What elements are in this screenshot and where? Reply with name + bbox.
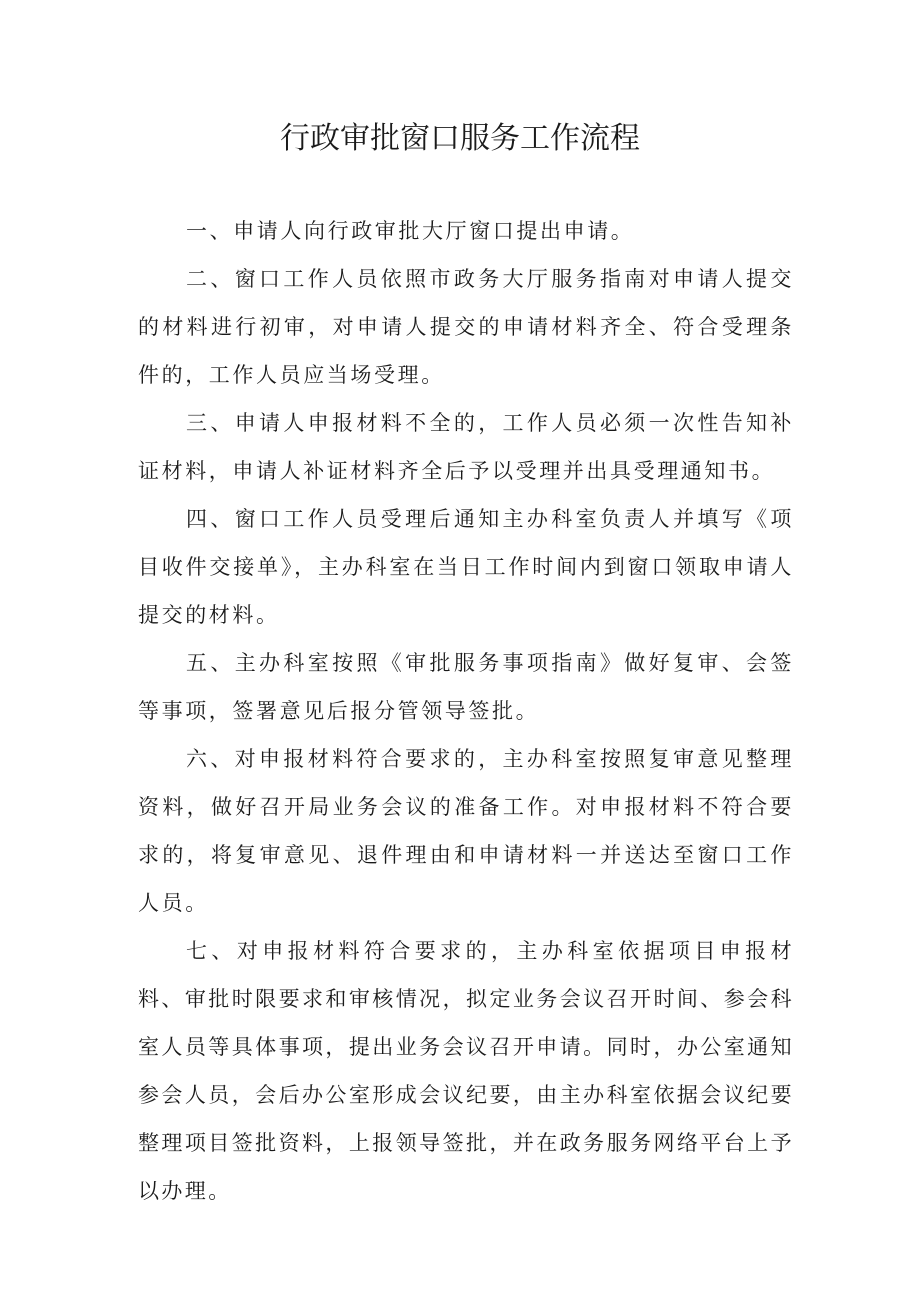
document-body <box>138 207 794 1215</box>
paragraph-1: 一、申请人向行政审批大厅窗口提出申请。 <box>186 219 635 243</box>
paragraph-2: 二、窗口工作人员依照市政务大厅服务指南对申请人提交的材料进行初审，对申请人提交的申请材料齐全、符合受理条件的，工作人员应当场受理。 <box>138 267 794 387</box>
paragraph-3: 三、申请人申报材料不全的，工作人员必须一次性告知补证材料，申请人补证材料齐全后予以受理并出具受理通知书。 <box>138 411 794 483</box>
paragraph-6: 六、对申报材料符合要求的，主办科室按照复审意见整理资料，做好召开局业务会议的准备工作。对申报材料不符合要求的，将复审意见、退件理由和申请材料一并送达至窗口工作人员。 <box>138 747 794 915</box>
paragraph-7: 七、对申报材料符合要求的，主办科室依据项目申报材料、审批时限要求和审核情况，拟定业务会议召开时间、参会科室人员等具体事项，提出业务会议召开申请。同时，办公室通知参会人员，会后办公室形成会议纪要，由主办科室依据会议纪要整理项目签批资料，上报领导签批，并在政务服务网络平台上予以办理。 <box>138 939 794 1203</box>
paragraph-4: 四、窗口工作人员受理后通知主办科室负责人并填写《项目收件交接单》，主办科室在当日工作时间内到窗口领取申请人提交的材料。 <box>138 507 794 627</box>
document-title: 行政审批窗口服务工作流程 <box>280 121 640 156</box>
paragraph-5: 五、主办科室按照《审批服务事项指南》做好复审、会签等事项，签署意见后报分管领导签批。 <box>138 651 794 723</box>
